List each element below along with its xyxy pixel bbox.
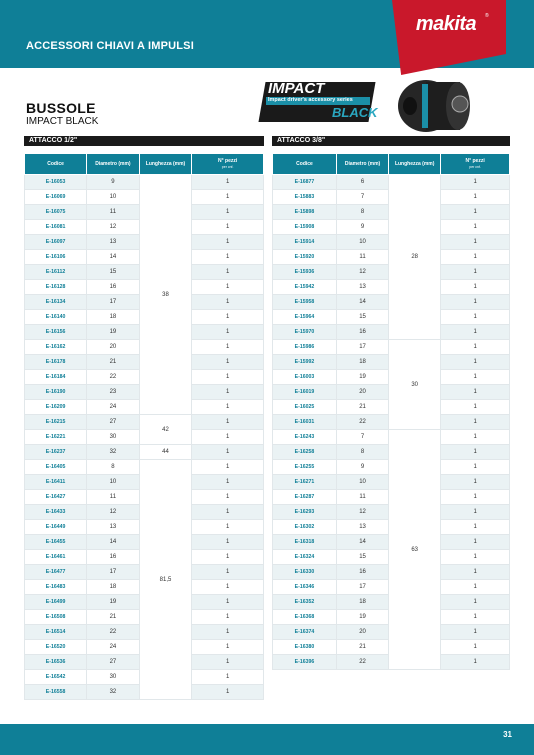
product-code: E-16128	[25, 280, 87, 295]
pieces-value: 1	[441, 385, 510, 400]
col-header-pieces-note: per cnf.	[221, 165, 234, 169]
diameter-value: 21	[336, 640, 388, 655]
product-code: E-16003	[273, 370, 337, 385]
product-code: E-16221	[25, 430, 87, 445]
product-code: E-16508	[25, 610, 87, 625]
pieces-value: 1	[441, 610, 510, 625]
brand-registered-mark: ®	[485, 13, 489, 19]
col-header-pieces-note: per cnf.	[469, 165, 481, 169]
product-code: E-16520	[25, 640, 87, 655]
product-code: E-16433	[25, 505, 87, 520]
diameter-value: 11	[336, 250, 388, 265]
product-code: E-16019	[273, 385, 337, 400]
diameter-value: 15	[336, 310, 388, 325]
pieces-value: 1	[441, 475, 510, 490]
pieces-value: 1	[441, 355, 510, 370]
pieces-value: 1	[441, 565, 510, 580]
diameter-value: 13	[336, 520, 388, 535]
diameter-value: 19	[87, 595, 140, 610]
diameter-value: 8	[336, 445, 388, 460]
pieces-value: 1	[192, 670, 264, 685]
page-number: 31	[503, 730, 512, 739]
product-code: E-15898	[273, 205, 337, 220]
diameter-value: 18	[336, 355, 388, 370]
product-code: E-16031	[273, 415, 337, 430]
length-value: 81,5	[139, 460, 192, 700]
product-code: E-15964	[273, 310, 337, 325]
pieces-value: 1	[441, 295, 510, 310]
product-code: E-16237	[25, 445, 87, 460]
table-row	[273, 175, 510, 190]
diameter-value: 24	[87, 400, 140, 415]
diameter-value: 10	[336, 235, 388, 250]
product-code: E-16075	[25, 205, 87, 220]
product-code: E-16477	[25, 565, 87, 580]
table-row	[273, 340, 510, 355]
col-header-length: Lunghezza (mm)	[389, 154, 441, 175]
pieces-value: 1	[192, 400, 264, 415]
pieces-value: 1	[441, 310, 510, 325]
diameter-value: 15	[336, 550, 388, 565]
length-value: 28	[389, 175, 441, 340]
product-code: E-16324	[273, 550, 337, 565]
product-code: E-16461	[25, 550, 87, 565]
diameter-value: 22	[336, 655, 388, 670]
product-code: E-16025	[273, 400, 337, 415]
pieces-value: 1	[192, 505, 264, 520]
diameter-value: 9	[336, 220, 388, 235]
product-code: E-16156	[25, 325, 87, 340]
product-code: E-16405	[25, 460, 87, 475]
pieces-value: 1	[441, 505, 510, 520]
col-header-diameter: Diametro (mm)	[336, 154, 388, 175]
diameter-value: 14	[87, 250, 140, 265]
product-code: E-16081	[25, 220, 87, 235]
length-value: 42	[139, 415, 192, 445]
diameter-value: 32	[87, 445, 140, 460]
product-code: E-15958	[273, 295, 337, 310]
product-code: E-16536	[25, 655, 87, 670]
product-code: E-16106	[25, 250, 87, 265]
product-code: E-16112	[25, 265, 87, 280]
pieces-value: 1	[441, 640, 510, 655]
product-code: E-16209	[25, 400, 87, 415]
diameter-value: 16	[87, 550, 140, 565]
pieces-value: 1	[441, 220, 510, 235]
product-code: E-16302	[273, 520, 337, 535]
right-table	[272, 153, 510, 670]
pieces-value: 1	[192, 265, 264, 280]
col-header-length: Lunghezza (mm)	[139, 154, 192, 175]
pieces-value: 1	[192, 175, 264, 190]
product-code: E-16455	[25, 535, 87, 550]
diameter-value: 16	[336, 565, 388, 580]
pieces-value: 1	[192, 520, 264, 535]
diameter-value: 13	[336, 280, 388, 295]
page-category-title: ACCESSORI CHIAVI A IMPULSI	[26, 40, 194, 52]
diameter-value: 22	[87, 625, 140, 640]
diameter-value: 21	[87, 355, 140, 370]
pieces-value: 1	[441, 325, 510, 340]
product-code: E-15936	[273, 265, 337, 280]
product-code: E-16258	[273, 445, 337, 460]
product-code: E-15908	[273, 220, 337, 235]
brand-logo: makita	[415, 13, 477, 35]
diameter-value: 9	[87, 175, 140, 190]
diameter-value: 12	[87, 505, 140, 520]
pieces-value: 1	[192, 595, 264, 610]
pieces-value: 1	[441, 490, 510, 505]
pieces-value: 1	[441, 460, 510, 475]
product-code: E-16243	[273, 430, 337, 445]
product-code: E-16449	[25, 520, 87, 535]
diameter-value: 11	[87, 490, 140, 505]
pieces-value: 1	[192, 370, 264, 385]
diameter-value: 9	[336, 460, 388, 475]
product-code: E-16053	[25, 175, 87, 190]
diameter-value: 32	[87, 685, 140, 700]
product-code: E-16293	[273, 505, 337, 520]
diameter-value: 12	[336, 265, 388, 280]
impact-badge-tagline: Impact driver's accessory series	[268, 97, 353, 103]
col-header-pieces-label: N° pezzi	[218, 158, 238, 164]
product-code: E-16215	[25, 415, 87, 430]
impact-badge-black: BLACK	[332, 105, 378, 120]
diameter-value: 19	[87, 325, 140, 340]
diameter-value: 8	[87, 460, 140, 475]
diameter-value: 30	[87, 670, 140, 685]
diameter-value: 7	[336, 430, 388, 445]
pieces-value: 1	[192, 550, 264, 565]
pieces-value: 1	[192, 445, 264, 460]
pieces-value: 1	[192, 685, 264, 700]
pieces-value: 1	[441, 400, 510, 415]
diameter-value: 17	[336, 340, 388, 355]
table-row	[273, 430, 510, 445]
pieces-value: 1	[192, 565, 264, 580]
pieces-value: 1	[441, 520, 510, 535]
product-code: E-16542	[25, 670, 87, 685]
pieces-value: 1	[192, 355, 264, 370]
pieces-value: 1	[441, 445, 510, 460]
diameter-value: 27	[87, 415, 140, 430]
left-table	[24, 153, 264, 700]
col-header-diameter: Diametro (mm)	[87, 154, 140, 175]
diameter-value: 8	[336, 205, 388, 220]
diameter-value: 10	[336, 475, 388, 490]
diameter-value: 16	[336, 325, 388, 340]
product-code: E-16396	[273, 655, 337, 670]
col-header-pieces	[441, 154, 510, 175]
diameter-value: 18	[87, 310, 140, 325]
product-code: E-16069	[25, 190, 87, 205]
pieces-value: 1	[441, 655, 510, 670]
diameter-value: 12	[336, 505, 388, 520]
product-code: E-16558	[25, 685, 87, 700]
pieces-value: 1	[441, 550, 510, 565]
diameter-value: 17	[87, 565, 140, 580]
pieces-value: 1	[192, 490, 264, 505]
length-value: 30	[389, 340, 441, 430]
section-subtitle: IMPACT BLACK	[26, 116, 99, 127]
product-code: E-16134	[25, 295, 87, 310]
product-code: E-16255	[273, 460, 337, 475]
product-code: E-15942	[273, 280, 337, 295]
length-value: 63	[389, 430, 441, 670]
product-code: E-16514	[25, 625, 87, 640]
col-header-code: Codice	[273, 154, 337, 175]
diameter-value: 21	[87, 610, 140, 625]
pieces-value: 1	[192, 235, 264, 250]
diameter-value: 14	[87, 535, 140, 550]
pieces-value: 1	[441, 430, 510, 445]
product-code: E-16318	[273, 535, 337, 550]
diameter-value: 14	[336, 535, 388, 550]
pieces-value: 1	[441, 535, 510, 550]
impact-badge-word: IMPACT	[268, 80, 325, 97]
diameter-value: 10	[87, 190, 140, 205]
diameter-value: 22	[336, 415, 388, 430]
pieces-value: 1	[192, 610, 264, 625]
product-code: E-15920	[273, 250, 337, 265]
socket-product-image	[392, 76, 472, 134]
diameter-value: 19	[336, 610, 388, 625]
section-title: BUSSOLE	[26, 100, 96, 116]
diameter-value: 17	[87, 295, 140, 310]
diameter-value: 13	[87, 520, 140, 535]
pieces-value: 1	[192, 385, 264, 400]
product-code: E-16352	[273, 595, 337, 610]
product-code: E-16374	[273, 625, 337, 640]
pieces-value: 1	[441, 580, 510, 595]
pieces-value: 1	[192, 250, 264, 265]
diameter-value: 20	[87, 340, 140, 355]
pieces-value: 1	[192, 340, 264, 355]
diameter-value: 20	[336, 385, 388, 400]
diameter-value: 15	[87, 265, 140, 280]
product-code: E-16184	[25, 370, 87, 385]
product-code: E-16368	[273, 610, 337, 625]
pieces-value: 1	[192, 190, 264, 205]
pieces-value: 1	[192, 460, 264, 475]
diameter-value: 20	[336, 625, 388, 640]
diameter-value: 6	[336, 175, 388, 190]
pieces-value: 1	[192, 535, 264, 550]
col-header-code: Codice	[25, 154, 87, 175]
length-value: 38	[139, 175, 192, 415]
pieces-value: 1	[192, 580, 264, 595]
product-code: E-16190	[25, 385, 87, 400]
diameter-value: 12	[87, 220, 140, 235]
pieces-value: 1	[192, 280, 264, 295]
diameter-value: 10	[87, 475, 140, 490]
product-code: E-16346	[273, 580, 337, 595]
pieces-value: 1	[441, 340, 510, 355]
pieces-value: 1	[192, 655, 264, 670]
pieces-value: 1	[441, 595, 510, 610]
diameter-value: 24	[87, 640, 140, 655]
pieces-value: 1	[441, 235, 510, 250]
pieces-value: 1	[441, 250, 510, 265]
col-header-pieces-label: N° pezzi	[465, 158, 485, 164]
product-code: E-15914	[273, 235, 337, 250]
product-code: E-16287	[273, 490, 337, 505]
diameter-value: 18	[336, 595, 388, 610]
pieces-value: 1	[192, 640, 264, 655]
product-code: E-16411	[25, 475, 87, 490]
pieces-value: 1	[441, 370, 510, 385]
product-code: E-15883	[273, 190, 337, 205]
pieces-value: 1	[441, 415, 510, 430]
pieces-value: 1	[441, 280, 510, 295]
diameter-value: 30	[87, 430, 140, 445]
left-group-title: ATTACCO 1/2"	[24, 136, 264, 146]
table-row	[25, 460, 264, 475]
pieces-value: 1	[192, 325, 264, 340]
product-code: E-16380	[273, 640, 337, 655]
right-group-title: ATTACCO 3/8"	[272, 136, 510, 146]
diameter-value: 11	[336, 490, 388, 505]
table-row	[25, 415, 264, 430]
pieces-value: 1	[441, 205, 510, 220]
pieces-value: 1	[192, 205, 264, 220]
diameter-value: 23	[87, 385, 140, 400]
product-code: E-16499	[25, 595, 87, 610]
product-code: E-16178	[25, 355, 87, 370]
pieces-value: 1	[192, 415, 264, 430]
pieces-value: 1	[192, 310, 264, 325]
table-row	[25, 175, 264, 190]
diameter-value: 14	[336, 295, 388, 310]
diameter-value: 13	[87, 235, 140, 250]
col-header-pieces	[192, 154, 264, 175]
product-code: E-15992	[273, 355, 337, 370]
product-code: E-16162	[25, 340, 87, 355]
pieces-value: 1	[192, 625, 264, 640]
product-code: E-16140	[25, 310, 87, 325]
pieces-value: 1	[441, 190, 510, 205]
diameter-value: 11	[87, 205, 140, 220]
pieces-value: 1	[192, 295, 264, 310]
diameter-value: 18	[87, 580, 140, 595]
pieces-value: 1	[192, 220, 264, 235]
product-code: E-15986	[273, 340, 337, 355]
pieces-value: 1	[441, 175, 510, 190]
diameter-value: 27	[87, 655, 140, 670]
product-code: E-15970	[273, 325, 337, 340]
pieces-value: 1	[192, 430, 264, 445]
diameter-value: 17	[336, 580, 388, 595]
product-code: E-16877	[273, 175, 337, 190]
table-row	[25, 445, 264, 460]
pieces-value: 1	[441, 625, 510, 640]
footer-band	[0, 724, 534, 755]
product-code: E-16271	[273, 475, 337, 490]
product-code: E-16330	[273, 565, 337, 580]
diameter-value: 21	[336, 400, 388, 415]
pieces-value: 1	[441, 265, 510, 280]
product-code: E-16427	[25, 490, 87, 505]
diameter-value: 19	[336, 370, 388, 385]
product-code: E-16097	[25, 235, 87, 250]
length-value: 44	[139, 445, 192, 460]
diameter-value: 16	[87, 280, 140, 295]
pieces-value: 1	[192, 475, 264, 490]
product-code: E-16483	[25, 580, 87, 595]
diameter-value: 7	[336, 190, 388, 205]
diameter-value: 22	[87, 370, 140, 385]
